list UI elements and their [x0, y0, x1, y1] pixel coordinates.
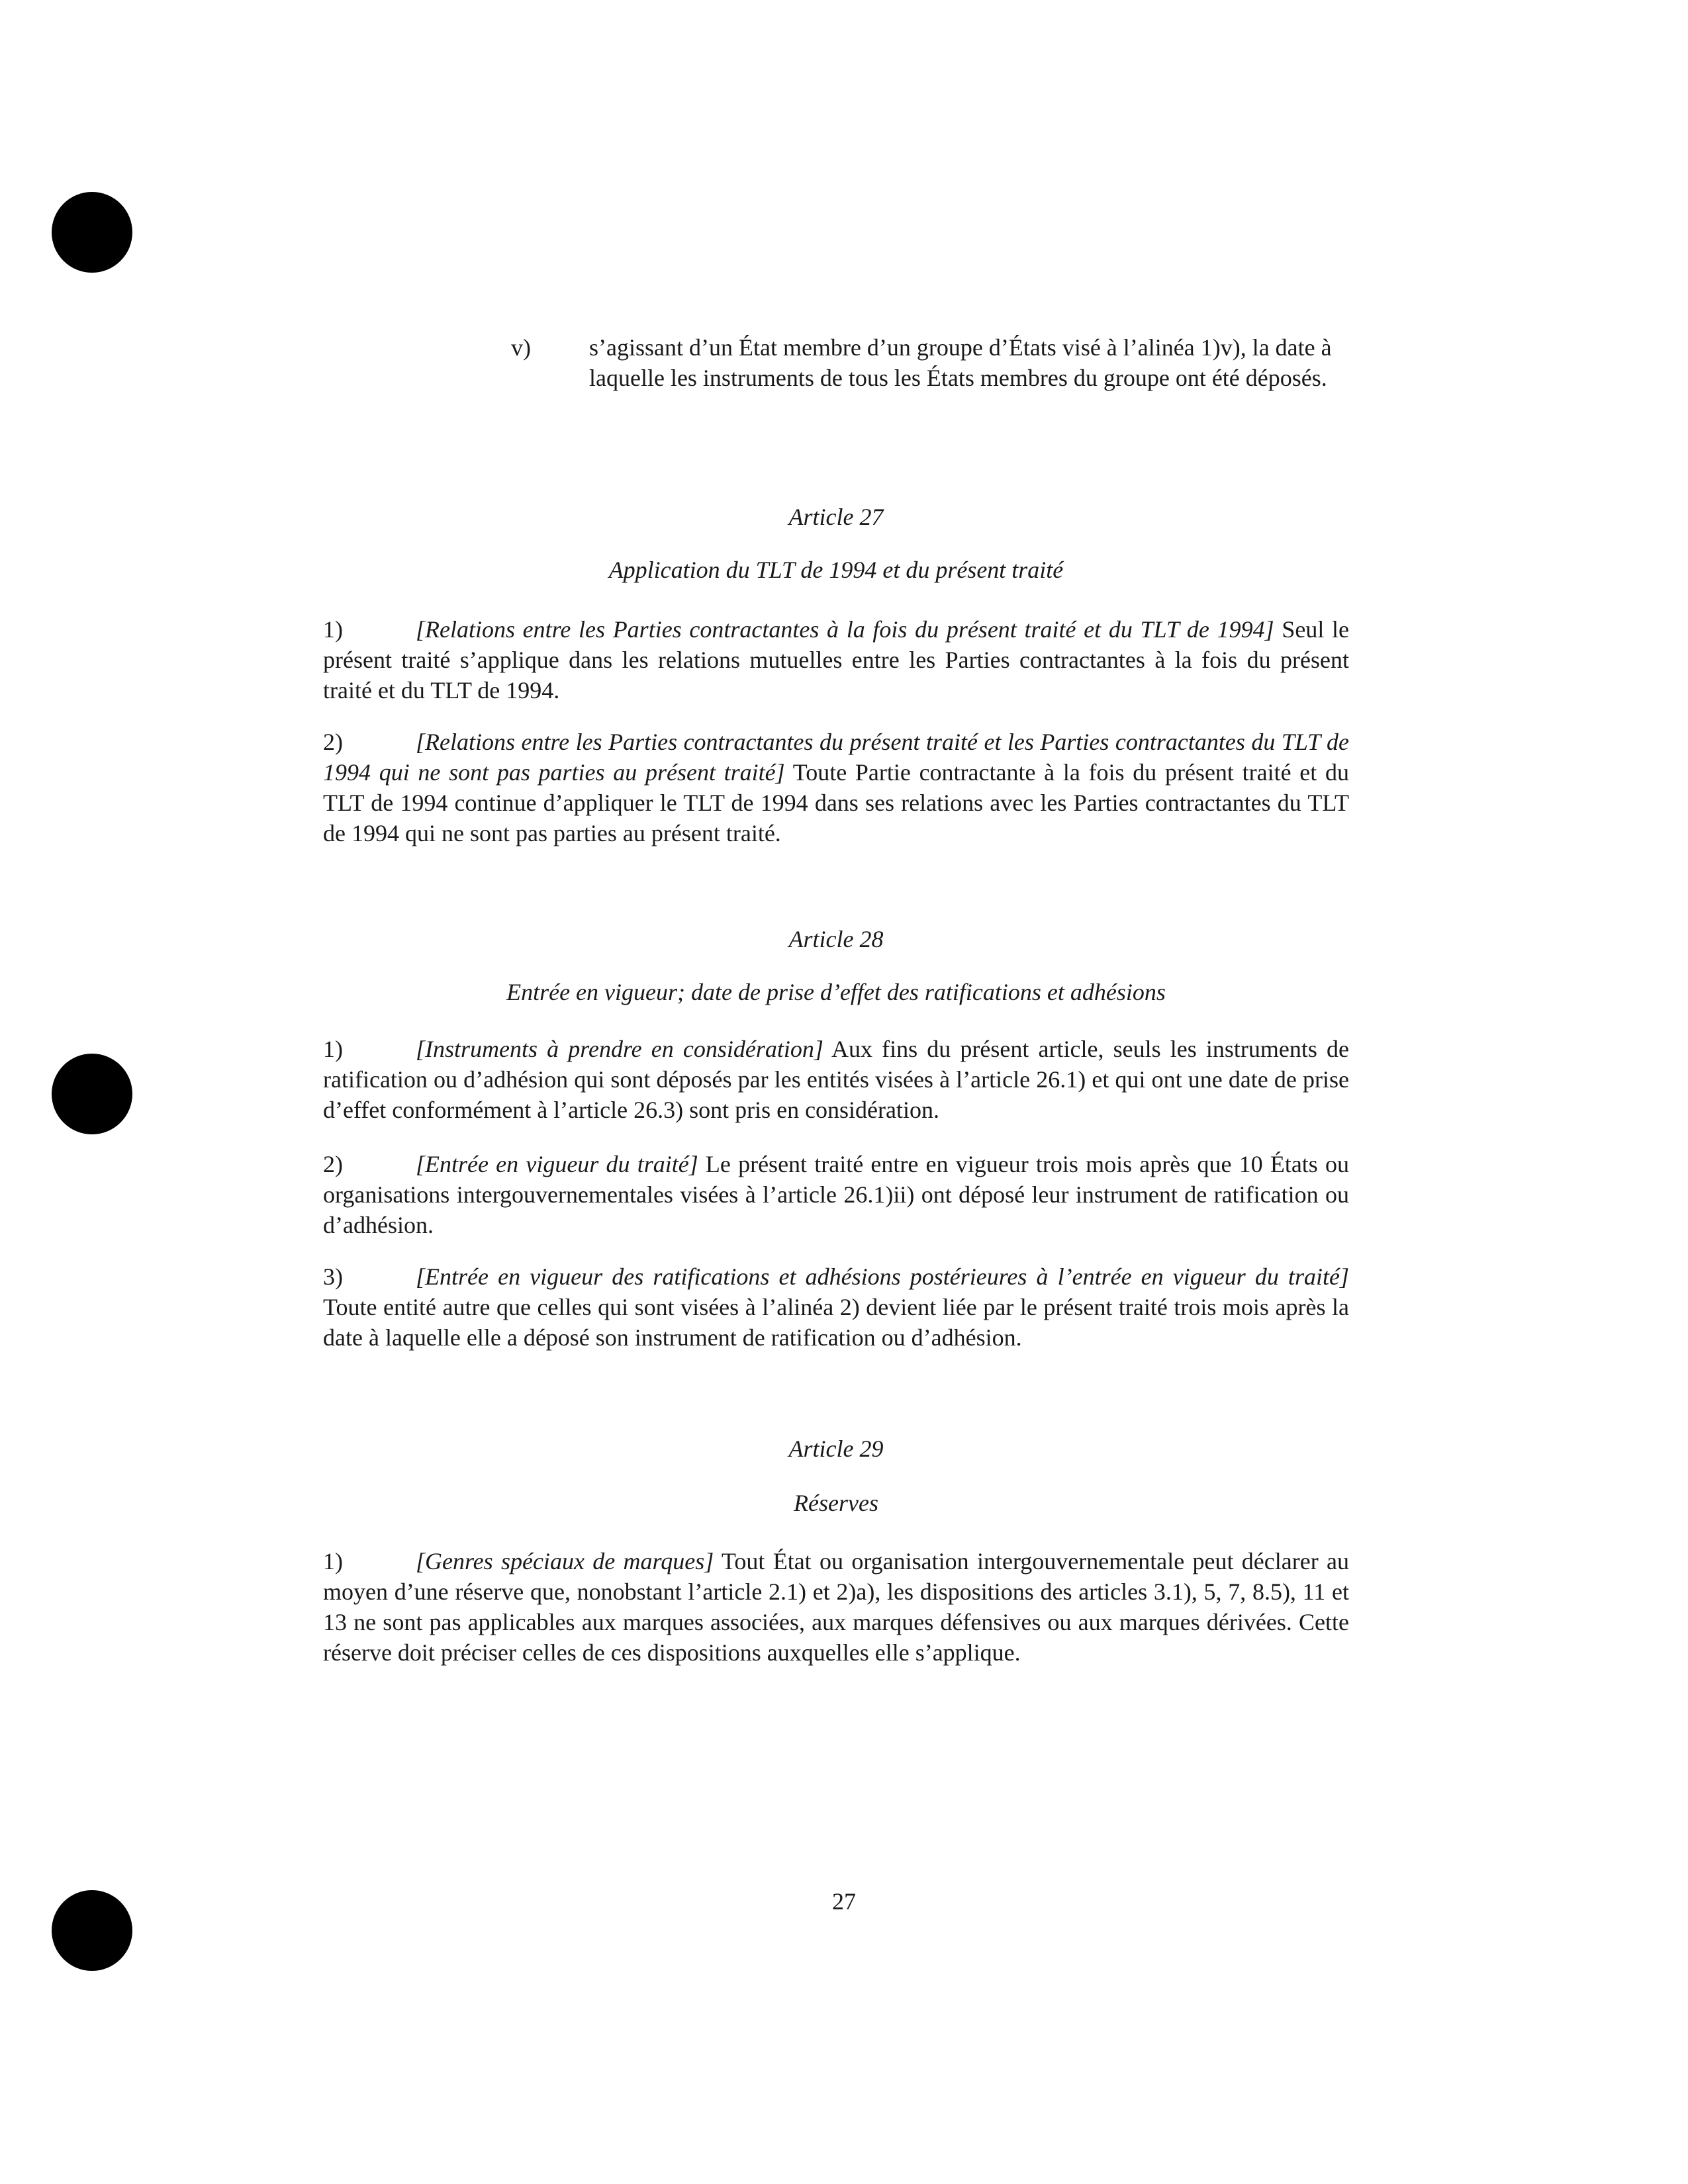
- paragraph-number: 1): [323, 616, 343, 643]
- article-28-title: Article 28: [788, 926, 884, 952]
- paragraph-heading: [Genres spéciaux de marques]: [416, 1548, 714, 1574]
- punch-hole-middle: [52, 1054, 132, 1134]
- paragraph-text: Toute Partie contractante à la fois du présent traité et du TLT de 1994 continue d’appliquer le TLT de 1994 dans ses relations avec les Parties contractantes du TLT de 1994 qui ne sont pas parties au présent traité.: [323, 759, 1349, 846]
- article-29-title: Article 29: [788, 1435, 884, 1462]
- paragraph-text: Tout État ou organisation intergouvernementale peut déclarer au moyen d’une réserve que, nonobstant l’article 2.1) et 2)a), les dispositions des articles 3.1), 5, 7, 8.5), 11 et 13 ne sont pas applicables aux marques associées, aux marques défensives ou aux marques dérivées. Cette réserve doit préciser celles de ces dispositions auxquelles elle s’applique.: [323, 1548, 1349, 1666]
- article-29-subtitle: Réserves: [794, 1490, 878, 1516]
- paragraph-number: 1): [323, 1548, 343, 1574]
- paragraph-heading: [Relations entre les Parties contractantes du présent traité et les Parties contractantes du TLT de 1994 qui ne sont pas parties au présent traité]: [323, 729, 1349, 786]
- paragraph-heading: [Instruments à prendre en considération]: [416, 1036, 823, 1062]
- paragraph-number: 2): [323, 729, 343, 755]
- paragraph-number: 3): [323, 1263, 343, 1290]
- paragraph-text: Le présent traité entre en vigueur trois mois après que 10 États ou organisations intergouvernementales visées à l’article 26.1)ii) ont déposé leur instrument de ratification ou d’adhésion.: [323, 1151, 1350, 1238]
- article-28-paragraph-2: [323, 1149, 1349, 1240]
- article-27-paragraph-2: [323, 727, 1349, 848]
- paragraph-text: Toute entité autre que celles qui sont visées à l’alinéa 2) devient liée par le présent traité trois mois après la date à laquelle elle a déposé son instrument de ratification ou d’adhésion.: [323, 1294, 1349, 1351]
- paragraph-number: 1): [323, 1036, 343, 1062]
- article-28-paragraph-3: [323, 1261, 1349, 1353]
- paragraph-text: Seul le présent traité s’applique dans les relations mutuelles entre les Parties contractantes à la fois du présent traité et du TLT de 1994.: [323, 616, 1350, 704]
- article-29-paragraph-1: [323, 1546, 1349, 1668]
- punch-hole-top: [52, 192, 132, 273]
- paragraph-number: 2): [323, 1151, 343, 1177]
- item-v-text: s’agissant d’un État membre d’un groupe d’États visé à l’alinéa 1)v), la date à laquelle les instruments de tous les États membres du groupe ont été déposés.: [589, 334, 1332, 391]
- article-27-paragraph-1: [323, 614, 1349, 705]
- paragraph-heading: [Entrée en vigueur des ratifications et adhésions postérieures à l’entrée en vigueur du traité]: [416, 1263, 1349, 1290]
- article-27-title: Article 27: [788, 504, 884, 530]
- paragraph-text: Aux fins du présent article, seuls les instruments de ratification ou d’adhésion qui sont déposés par les entités visées à l’article 26.1) et qui ont une date de prise d’effet conformément à l’article 26.3) sont pris en considération.: [323, 1036, 1349, 1123]
- page-number: 27: [832, 1888, 856, 1915]
- article-28-paragraph-1: [323, 1034, 1349, 1125]
- paragraph-heading: [Entrée en vigueur du traité]: [416, 1151, 698, 1177]
- article-27-subtitle: Application du TLT de 1994 et du présent traité: [608, 557, 1064, 583]
- article-28-subtitle: Entrée en vigueur; date de prise d’effet des ratifications et adhésions: [506, 979, 1166, 1005]
- item-v-marker: v): [511, 334, 531, 361]
- paragraph-heading: [Relations entre les Parties contractantes à la fois du présent traité et du TLT de 1994]: [416, 616, 1274, 643]
